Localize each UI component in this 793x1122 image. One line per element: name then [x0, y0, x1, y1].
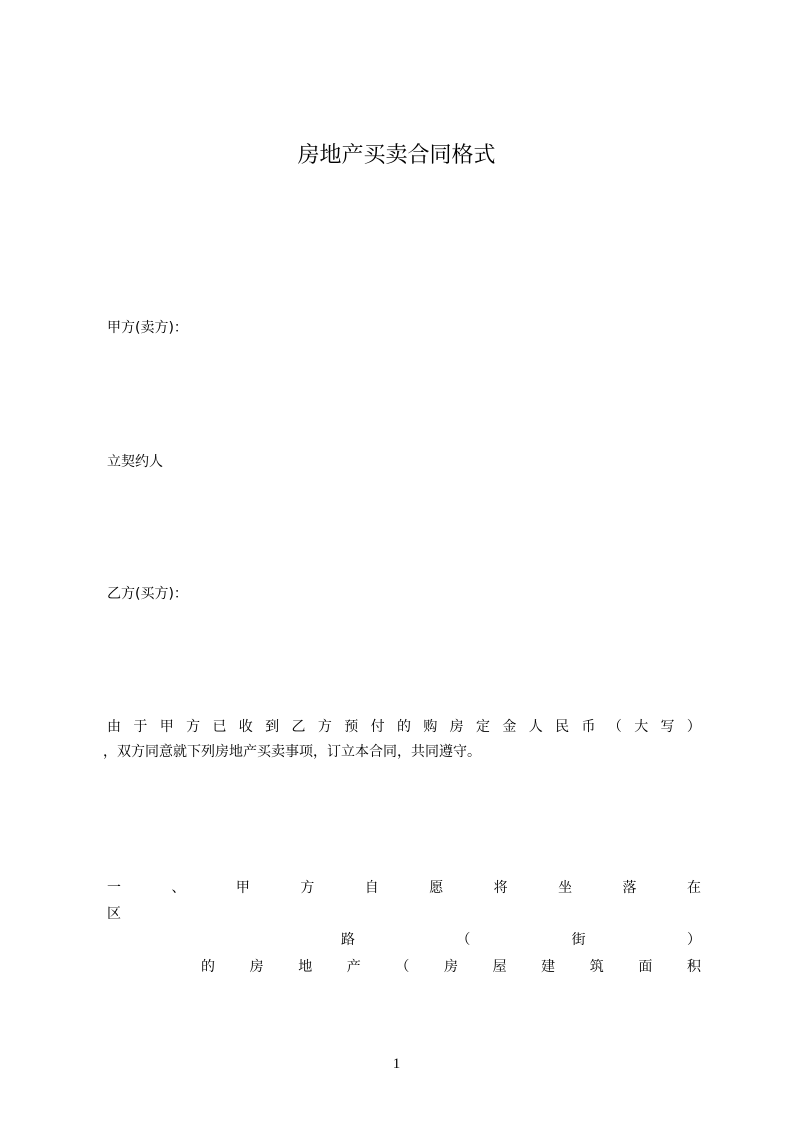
justified-char: 面	[638, 959, 653, 975]
justified-char: （	[395, 959, 410, 975]
justified-char: 筑	[589, 959, 604, 975]
justified-char: 人	[528, 719, 543, 735]
justified-char: 房	[449, 719, 464, 735]
justified-char: 到	[265, 719, 280, 735]
justified-char: 落	[622, 880, 637, 896]
justified-char: 金	[502, 719, 517, 735]
justified-char: ）	[686, 932, 701, 948]
justified-char: 方	[186, 719, 201, 735]
justified-char: 付	[370, 719, 385, 735]
justified-char: 乙	[291, 719, 306, 735]
justified-char: 由	[107, 719, 121, 735]
justified-char: 方	[317, 719, 332, 735]
clause-1-line-1	[107, 881, 701, 895]
justified-char: 的	[201, 959, 215, 975]
justified-char: 建	[541, 959, 556, 975]
justified-char: 甲	[235, 880, 250, 896]
justified-char: 产	[346, 959, 361, 975]
justified-char: 预	[344, 719, 359, 735]
clause-1-line-3	[341, 933, 701, 947]
justified-char: 积	[686, 959, 701, 975]
justified-char: 愿	[429, 880, 444, 896]
justified-char: 自	[364, 880, 379, 896]
justified-char: 写	[660, 719, 675, 735]
justified-char: 的	[396, 719, 411, 735]
justified-char: 在	[686, 880, 701, 896]
justified-char: 一	[107, 880, 121, 896]
page-number: 1	[392, 1056, 401, 1072]
justified-char: 民	[555, 719, 570, 735]
justified-char: 币	[581, 719, 596, 735]
justified-char: 甲	[159, 719, 174, 735]
justified-char: （	[456, 932, 471, 948]
justified-char: 购	[423, 719, 438, 735]
justified-char: 屋	[492, 959, 507, 975]
paragraph-1-line-1	[107, 720, 701, 734]
justified-char: 已	[212, 719, 227, 735]
justified-char: 街	[571, 932, 586, 948]
justified-char: 地	[298, 959, 313, 975]
document-title: 房地产买卖合同格式	[297, 143, 496, 168]
party-a-label: 甲方(卖方)：	[107, 320, 188, 336]
justified-char: 坐	[558, 880, 573, 896]
justified-char: ）	[686, 719, 701, 735]
clause-1-line-2: 区	[107, 906, 121, 922]
signatory-label: 立契约人	[107, 454, 163, 470]
justified-char: 路	[341, 932, 355, 948]
justified-char: 将	[493, 880, 508, 896]
justified-char: 于	[133, 719, 148, 735]
justified-char: （	[607, 719, 622, 735]
clause-1-line-4	[201, 960, 701, 974]
justified-char: 房	[249, 959, 264, 975]
justified-char: 收	[238, 719, 253, 735]
paragraph-1-line-2: ，双方同意就下列房地产买卖事项，订立本合同，共同遵守。	[103, 744, 481, 760]
justified-char: 大	[634, 719, 649, 735]
justified-char: 房	[443, 959, 458, 975]
party-b-label: 乙方(买方)：	[107, 586, 188, 602]
justified-char: 、	[171, 880, 186, 896]
justified-char: 方	[300, 880, 315, 896]
justified-char: 定	[476, 719, 491, 735]
